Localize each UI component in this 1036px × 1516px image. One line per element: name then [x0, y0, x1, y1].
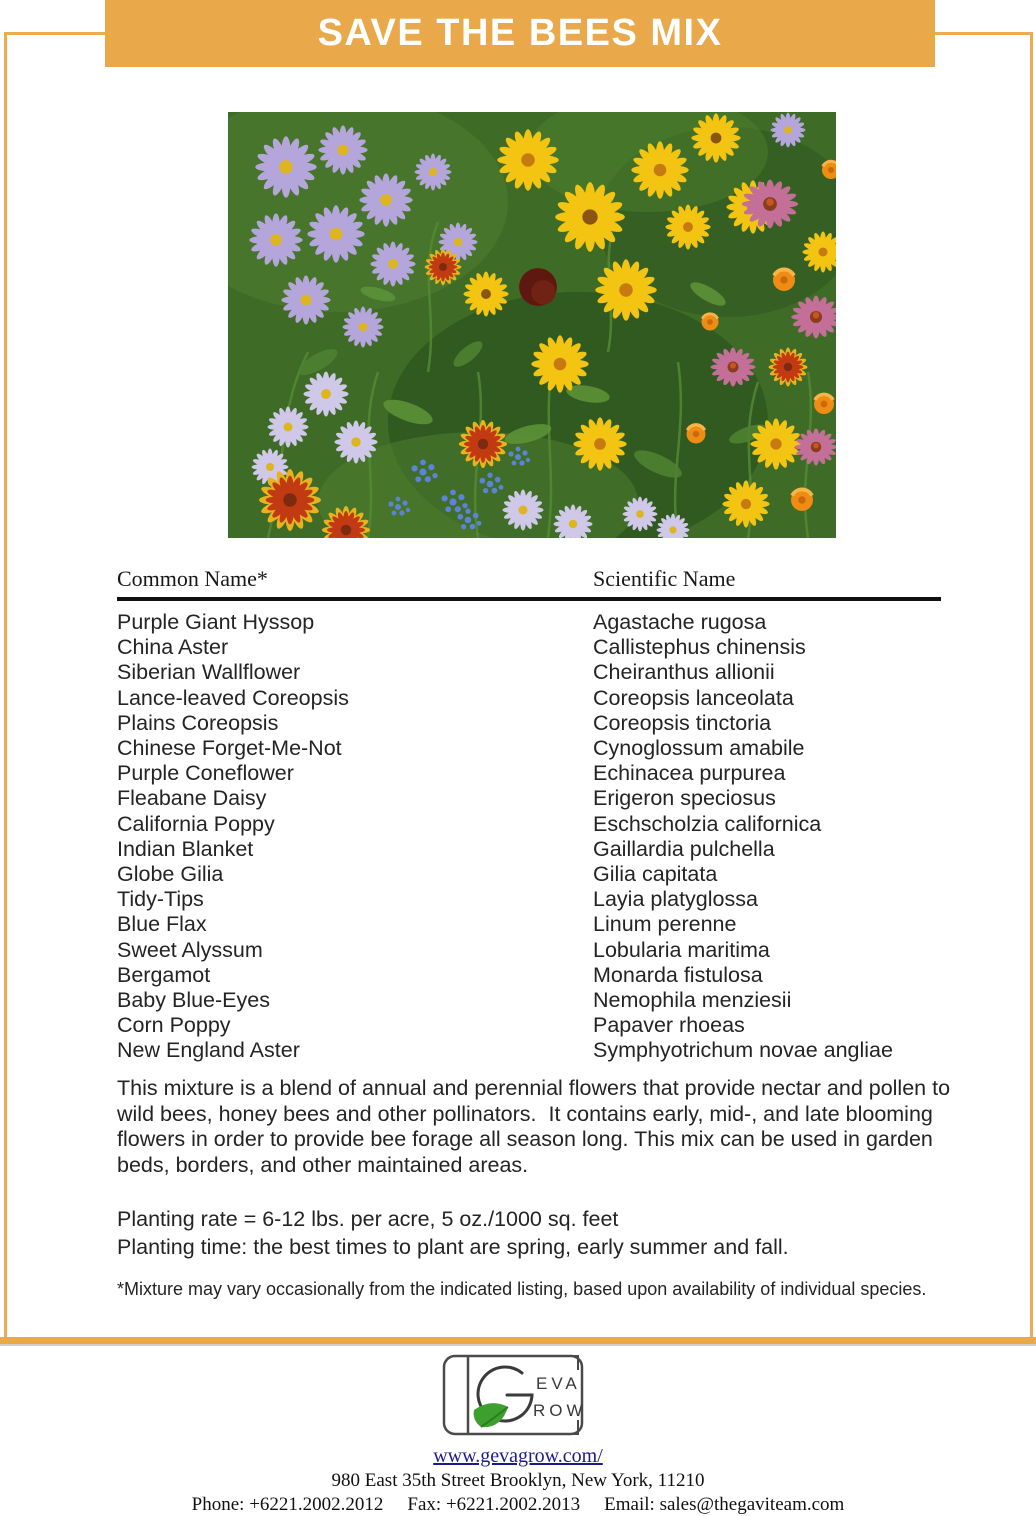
scientific-name-cell: Callistephus chinensis [593, 635, 806, 660]
common-name-cell: Indian Blanket [117, 836, 254, 861]
common-name-cell: Globe Gilia [117, 862, 224, 887]
logo-text-top: EVA [536, 1374, 581, 1393]
email-address: Email: sales@thegaviteam.com [604, 1494, 845, 1515]
geva-grow-logo-image [434, 1348, 602, 1442]
planting-time: Planting time: the best times to plant are spring, early summer and fall. [117, 1234, 789, 1259]
species-table [117, 566, 941, 1064]
scientific-name-cell: Gilia capitata [593, 862, 718, 887]
species-row [117, 812, 941, 837]
species-row [117, 938, 941, 963]
scientific-name-cell: Papaver rhoeas [593, 1013, 745, 1038]
planting-rate: Planting rate = 6-12 lbs. per acre, 5 oz./1000 sq. feet [117, 1207, 619, 1231]
scientific-name-column-header: Scientific Name [593, 566, 736, 591]
scientific-name-cell: Nemophila menziesii [593, 988, 792, 1013]
scientific-name-cell: Symphyotrichum novae angliae [593, 1038, 893, 1063]
scientific-name-cell: Coreopsis tinctoria [593, 710, 772, 735]
page-border-bottom-band [0, 1337, 1036, 1346]
planting-info [117, 1206, 957, 1261]
common-name-cell: Corn Poppy [117, 1013, 231, 1038]
scientific-name-cell: Erigeron speciosus [593, 786, 776, 811]
mixture-description: This mixture is a blend of annual and perennial flowers that provide nectar and pollen to wild bees, honey bees and other pollinators. It contains early, mid-, and late blooming flowers in order to provide bee forage all season long. This mix can be used in garden beds, borders, and other maintained areas. [117, 1076, 957, 1178]
scientific-name-cell: Agastache rugosa [593, 610, 767, 634]
species-row [117, 837, 941, 862]
footer [0, 1348, 1036, 1516]
scientific-name-cell: Linum perenne [593, 912, 737, 937]
common-name-cell: China Aster [117, 635, 229, 660]
scientific-name-cell: Lobularia maritima [593, 937, 770, 962]
website-link[interactable]: www.gevagrow.com/ [433, 1445, 603, 1467]
species-row [117, 660, 941, 685]
common-name-cell: Chinese Forget-Me-Not [117, 736, 342, 761]
common-name-cell: Blue Flax [117, 912, 207, 937]
species-row [117, 1013, 941, 1038]
geva-grow-logo [0, 1348, 1036, 1445]
common-name-cell: Baby Blue-Eyes [117, 988, 270, 1013]
logo-text-bottom: ROW [533, 1401, 587, 1420]
phone-number: Phone: +6221.2002.2012 [191, 1494, 384, 1515]
common-name-cell: Tidy-Tips [117, 887, 204, 912]
wildflower-photo-image [228, 112, 836, 538]
scientific-name-cell: Cheiranthus allionii [593, 660, 775, 685]
species-row [117, 887, 941, 912]
mixture-disclaimer: *Mixture may vary occasionally from the indicated listing, based upon availability of individual species. [117, 1279, 927, 1299]
common-name-cell: Purple Giant Hyssop [117, 610, 315, 634]
common-name-cell: Lance-leaved Coreopsis [117, 685, 349, 710]
species-row [117, 862, 941, 887]
address-line: 980 East 35th Street Brooklyn, New York, 11210 [331, 1470, 705, 1491]
species-row [117, 912, 941, 937]
species-row [117, 963, 941, 988]
page-title: SAVE THE BEES MIX [317, 12, 723, 54]
species-row [117, 1038, 941, 1063]
species-row [117, 711, 941, 736]
common-name-cell: Siberian Wallflower [117, 660, 301, 685]
species-row [117, 761, 941, 786]
leaf-icon [474, 1403, 508, 1427]
species-row [117, 736, 941, 761]
common-name-cell: Plains Coreopsis [117, 710, 279, 735]
common-name-cell: Fleabane Daisy [117, 786, 267, 811]
common-name-column-header: Common Name* [117, 566, 268, 591]
scientific-name-cell: Cynoglossum amabile [593, 736, 805, 761]
common-name-cell: Purple Coneflower [117, 761, 294, 786]
common-name-cell: New England Aster [117, 1038, 300, 1063]
species-row [117, 786, 941, 811]
scientific-name-cell: Eschscholzia californica [593, 811, 822, 836]
scientific-name-cell: Gaillardia pulchella [593, 836, 775, 861]
common-name-cell: California Poppy [117, 811, 275, 836]
wildflower-photo [228, 112, 836, 538]
species-row [117, 988, 941, 1013]
scientific-name-cell: Monarda fistulosa [593, 962, 763, 987]
species-table-header [117, 566, 941, 601]
species-row [117, 686, 941, 711]
scientific-name-cell: Coreopsis lanceolata [593, 685, 794, 710]
fax-number: Fax: +6221.2002.2013 [407, 1494, 581, 1515]
species-row [117, 635, 941, 660]
species-row [117, 610, 941, 635]
scientific-name-cell: Layia platyglossa [593, 887, 758, 912]
common-name-cell: Sweet Alyssum [117, 937, 263, 962]
common-name-cell: Bergamot [117, 962, 211, 987]
scientific-name-cell: Echinacea purpurea [593, 761, 786, 786]
contact-line [0, 1494, 1036, 1516]
species-rows [117, 610, 941, 1064]
page-title-banner [105, 0, 935, 67]
